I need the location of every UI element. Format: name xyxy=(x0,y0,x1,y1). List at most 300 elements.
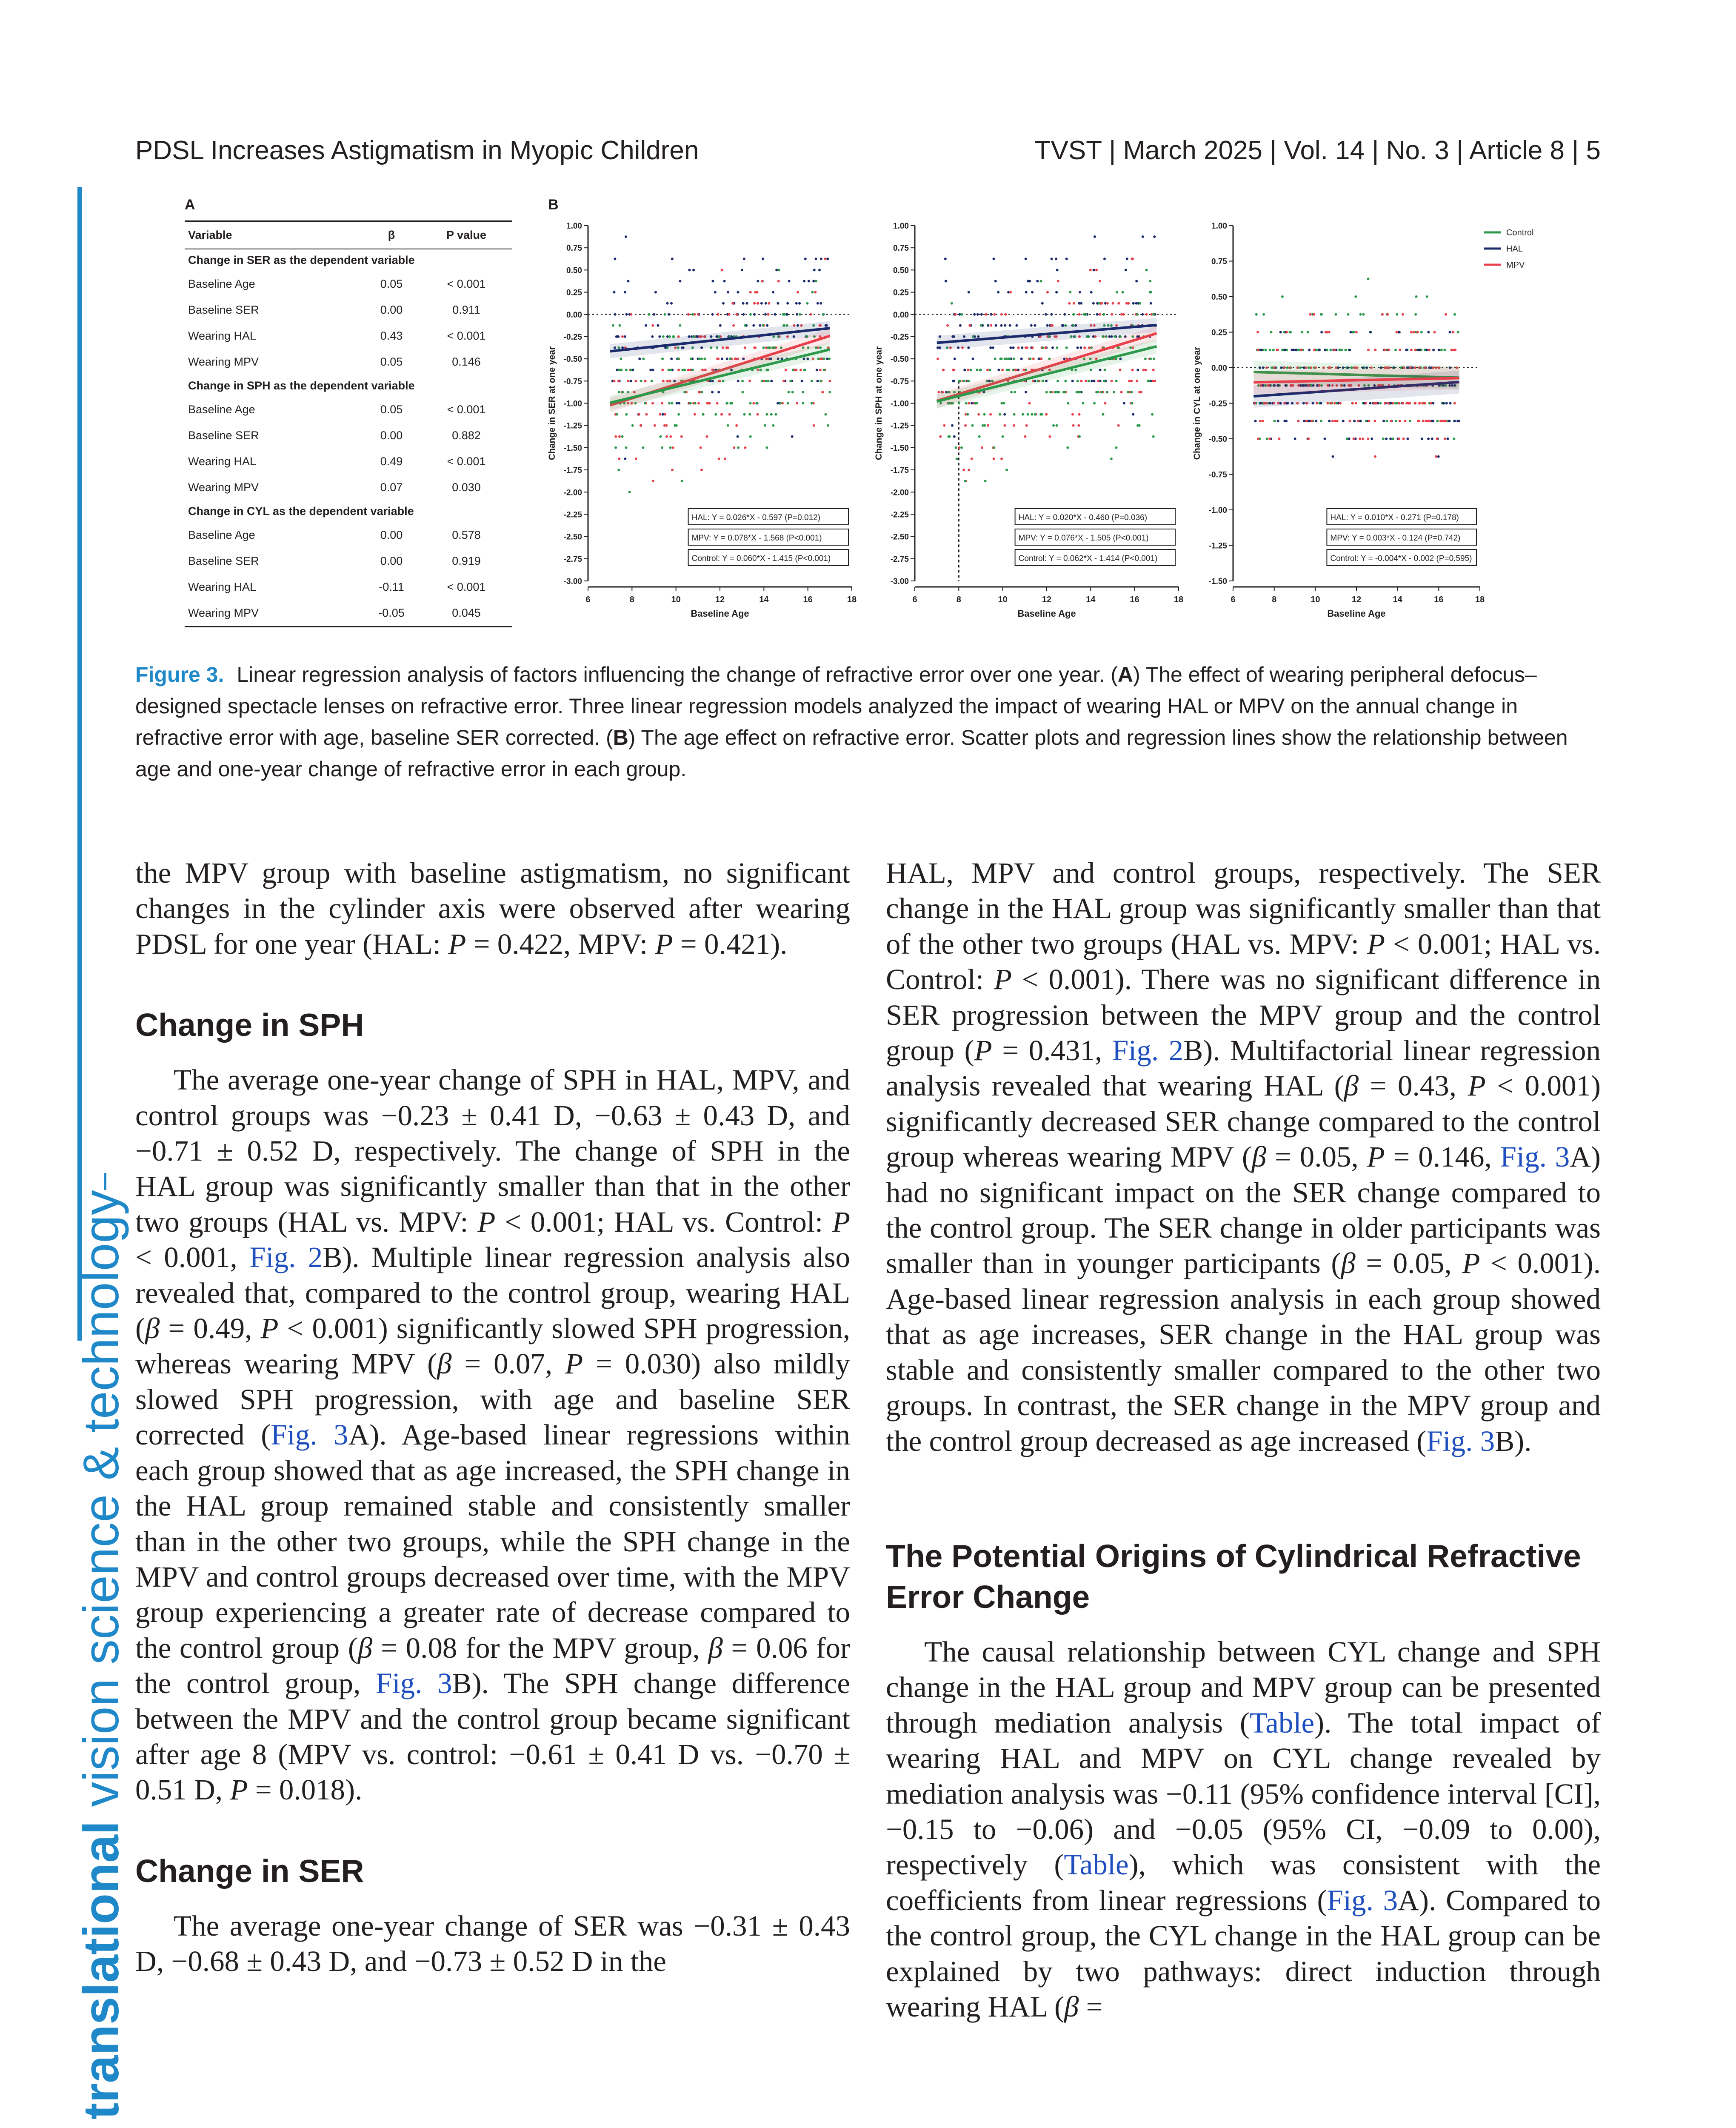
scatter-point xyxy=(1149,358,1152,360)
y-tick-label: 0.00 xyxy=(893,310,909,320)
scatter-point xyxy=(1071,413,1074,416)
scatter-point xyxy=(1421,438,1423,440)
scatter-point xyxy=(662,335,665,338)
scatter-point xyxy=(798,302,801,305)
scatter-point xyxy=(1068,302,1071,305)
scatter-point xyxy=(827,424,829,427)
table-cell-pvalue: < 0.001 xyxy=(447,581,486,593)
scatter-point xyxy=(1056,269,1059,271)
scatter-point xyxy=(665,424,668,427)
scatter-point xyxy=(1031,291,1034,294)
table-cell-variable: Baseline SER xyxy=(188,303,259,316)
scatter-point xyxy=(625,235,627,238)
scatter-point xyxy=(1045,313,1047,316)
scatter-point xyxy=(677,358,680,360)
running-title: PDSL Increases Astigmatism in Myopic Children xyxy=(135,136,699,165)
scatter-point xyxy=(1132,302,1135,305)
scatter-point xyxy=(1003,413,1006,416)
scatter-point xyxy=(1279,331,1282,334)
scatter-point xyxy=(989,346,992,349)
scatter-point xyxy=(1291,349,1293,351)
scatter-point xyxy=(1025,424,1028,427)
table-row xyxy=(185,349,512,375)
scatter-point xyxy=(1425,420,1427,422)
scatter-point xyxy=(967,369,970,371)
scatter-point xyxy=(815,257,817,260)
scatter-point xyxy=(948,435,950,438)
scatter-point xyxy=(1000,313,1003,316)
scatter-point xyxy=(680,435,683,438)
scatter-point xyxy=(665,435,668,438)
scatter-point xyxy=(651,402,654,405)
scatter-point xyxy=(1069,291,1071,294)
table-row xyxy=(185,600,512,627)
scatter-point xyxy=(1448,420,1450,422)
y-tick-label: 0.50 xyxy=(893,266,909,275)
scatter-point xyxy=(1442,402,1445,405)
scatter-point xyxy=(1000,324,1003,327)
scatter-point xyxy=(726,358,728,360)
scatter-point xyxy=(797,291,799,294)
scatter-point xyxy=(728,413,731,416)
scatter-point xyxy=(1406,438,1409,440)
scatter-point xyxy=(1390,420,1392,422)
table-cell-pvalue: 0.911 xyxy=(452,303,480,316)
scatter-point xyxy=(716,402,719,405)
scatter-point xyxy=(1051,257,1053,260)
scatter-point xyxy=(1285,420,1288,422)
scatter-point xyxy=(755,402,758,405)
scatter-point xyxy=(1324,349,1326,351)
scatter-point xyxy=(1147,380,1149,382)
scatter-point xyxy=(1122,291,1124,294)
scatter-point xyxy=(970,369,972,371)
scatter-point xyxy=(630,380,632,382)
scatter-point xyxy=(679,280,682,283)
scatter-point xyxy=(984,480,987,482)
scatter-point xyxy=(1414,313,1417,316)
scatter-point xyxy=(815,280,817,283)
scatter-point xyxy=(1458,420,1460,422)
scatter-point xyxy=(614,257,616,260)
scatter-point xyxy=(1259,420,1262,422)
scatter-point xyxy=(707,402,709,405)
y-tick-label: -2.75 xyxy=(563,555,582,564)
scatter-point xyxy=(1269,349,1271,351)
scatter-point xyxy=(1315,420,1317,422)
scatter-point xyxy=(661,446,663,449)
scatter-point xyxy=(1262,313,1265,316)
scatter-point xyxy=(813,269,816,271)
table-cell-beta: 0.05 xyxy=(380,403,403,416)
scatter-point xyxy=(737,435,739,438)
scatter-point xyxy=(818,269,821,271)
scatter-point xyxy=(952,380,955,382)
scatter-point xyxy=(1004,424,1006,427)
scatter-point xyxy=(782,380,785,382)
scatter-point xyxy=(811,291,814,294)
scatter-point xyxy=(986,369,989,371)
scatter-point xyxy=(1328,420,1331,422)
scatter-point xyxy=(659,435,662,438)
scatter-point xyxy=(640,380,642,382)
scatter-point xyxy=(1433,331,1436,334)
scatter-point xyxy=(1092,302,1095,305)
scatter-point xyxy=(1395,420,1397,422)
left-column xyxy=(135,855,850,1979)
scatter-point xyxy=(804,257,807,260)
x-tick-label: 8 xyxy=(1272,595,1277,604)
scatter-point xyxy=(1141,313,1144,316)
y-tick-label: -2.50 xyxy=(890,532,909,542)
scatter-point xyxy=(625,413,628,416)
scatter-point xyxy=(824,257,827,260)
scatter-point xyxy=(1025,291,1028,294)
scatter-point xyxy=(983,424,986,427)
y-tick-label: -1.25 xyxy=(1208,541,1227,551)
y-tick-label: -0.50 xyxy=(563,355,582,364)
y-tick-label: 0.50 xyxy=(566,266,582,275)
scatter-point xyxy=(735,313,738,316)
scatter-point xyxy=(1418,420,1420,422)
scatter-point xyxy=(1008,358,1011,360)
scatter-point xyxy=(1112,302,1114,305)
scatter-point xyxy=(1013,424,1015,427)
x-tick-label: 6 xyxy=(585,595,591,604)
scatter-point xyxy=(1065,257,1068,260)
scatter-point xyxy=(744,346,746,349)
scatter-point xyxy=(997,291,999,294)
scatter-point xyxy=(971,458,973,460)
scatter-point xyxy=(956,458,958,460)
scatter-point xyxy=(1041,302,1044,305)
scatter-point xyxy=(778,269,780,271)
scatter-point xyxy=(999,413,1001,416)
sidebar-rule xyxy=(77,187,82,1341)
scatter-point xyxy=(1453,313,1456,316)
scatter-point xyxy=(1262,420,1264,422)
scatter-point xyxy=(1071,380,1074,382)
scatter-point xyxy=(953,435,956,438)
scatter-point xyxy=(1078,424,1080,427)
scatter-point xyxy=(1440,349,1443,351)
scatter-point xyxy=(1444,438,1446,440)
table-cell-variable: Wearing HAL xyxy=(188,329,257,342)
scatter-point xyxy=(1131,391,1133,393)
scatter-point xyxy=(729,358,731,360)
scatter-point xyxy=(1429,420,1431,422)
scatter-point xyxy=(1301,331,1303,334)
scatter-point xyxy=(679,324,681,327)
cyl-scatter-plot xyxy=(1182,217,1548,626)
scatter-point xyxy=(1257,349,1259,351)
scatter-point xyxy=(788,280,791,283)
scatter-point xyxy=(670,302,673,305)
scatter-point xyxy=(1392,438,1394,440)
scatter-point xyxy=(811,402,813,405)
scatter-point xyxy=(987,424,989,427)
scatter-point xyxy=(799,313,801,316)
scatter-point xyxy=(1034,324,1036,327)
scatter-point xyxy=(645,413,648,416)
x-tick-label: 14 xyxy=(1086,595,1096,604)
x-axis-label: Baseline Age xyxy=(1017,608,1076,619)
scatter-point xyxy=(1078,435,1081,438)
scatter-point xyxy=(962,469,965,471)
scatter-point xyxy=(1009,346,1012,349)
scatter-point xyxy=(1039,413,1042,416)
scatter-point xyxy=(618,435,621,438)
scatter-point xyxy=(1082,402,1084,405)
scatter-point xyxy=(764,424,766,427)
paragraph: The average one-year change of SER was −0.31 ± 0.43 D, −0.68 ± 0.43 D, and −0.73 ± 0.52 D in the xyxy=(135,1909,850,1978)
y-tick-label: -0.25 xyxy=(890,332,909,342)
scatter-point xyxy=(995,324,997,327)
scatter-point xyxy=(1359,313,1362,316)
x-axis-label: Baseline Age xyxy=(1327,608,1386,619)
scatter-point xyxy=(742,313,745,316)
scatter-point xyxy=(1097,391,1099,393)
table-row xyxy=(185,271,512,297)
table-cell-variable: Wearing MPV xyxy=(185,600,363,627)
scatter-point xyxy=(1099,369,1102,371)
scatter-point xyxy=(653,313,655,316)
scatter-point xyxy=(683,369,686,371)
scatter-point xyxy=(1375,402,1378,405)
scatter-point xyxy=(951,424,954,427)
scatter-point xyxy=(1383,349,1386,351)
scatter-point xyxy=(828,380,831,382)
scatter-point xyxy=(651,335,654,338)
scatter-point xyxy=(1398,402,1400,405)
x-tick-label: 16 xyxy=(803,595,813,604)
scatter-point xyxy=(774,313,777,316)
scatter-point xyxy=(1309,313,1311,316)
scatter-point xyxy=(1054,391,1057,393)
scatter-point xyxy=(1441,420,1444,422)
scatter-point xyxy=(1144,358,1147,360)
scatter-point xyxy=(1257,438,1259,440)
scatter-point xyxy=(1405,349,1408,351)
table-row xyxy=(185,297,512,323)
scatter-point xyxy=(1085,380,1087,382)
scatter-point xyxy=(1056,424,1058,427)
paragraph: The average one-year change of SPH in HAL, MPV, and control groups was −0.23 ± 0.41 D, −0.63 ± 0.43 D, and −0.71 ± 0.52 D, respectively. The change of SPH in the HAL group was significantly smaller than that in the other two groups (HAL vs. MPV: P < 0.001; HAL vs. Control: P < 0.001, Fig. 2B). Multiple linear regression analysis also revealed that, compared to the control group, wearing HAL (β = 0.49, P < 0.001) significantly slowed SPH progression, whereas wearing MPV (β = 0.07, P = 0.030) also mildly slowed SPH progression, with age and baseline SER corrected (Fig. 3A). Age-based linear regressions within each group showed that as age increased, the SPH change in the HAL group remained stable and consistently smaller than in the other two groups, while the SPH change in the MPV and control groups decreased over time, with the MPV group experiencing a greater rate of decrease compared to the control group (β = 0.08 for the MPV group, β = 0.06 for the control group, Fig. 3B). The SPH change difference between the MPV and the control group became significant after age 8 (MPV vs. control: −0.61 ± 0.41 D vs. −0.70 ± 0.51 D, P = 0.018). xyxy=(135,1064,851,1806)
scatter-point xyxy=(1000,402,1003,405)
scatter-point xyxy=(958,446,960,449)
scatter-point xyxy=(1276,349,1278,351)
scatter-point xyxy=(670,369,672,371)
y-axis-label: Change in CYL at one year xyxy=(1192,346,1202,460)
scatter-point xyxy=(625,313,628,316)
scatter-point xyxy=(1324,438,1326,440)
scatter-point xyxy=(1409,420,1411,422)
scatter-point xyxy=(944,257,947,260)
section-heading-origins: The Potential Origins of Cylindrical Refractive Error Change xyxy=(886,1538,1581,1615)
scatter-point xyxy=(1027,280,1029,283)
table-cell-beta: -0.11 xyxy=(379,581,404,593)
scatter-point xyxy=(714,291,717,294)
scatter-point xyxy=(1362,438,1364,440)
scatter-point xyxy=(669,435,672,438)
scatter-point xyxy=(770,380,773,382)
scatter-point xyxy=(960,313,963,316)
table-row xyxy=(185,548,512,574)
y-tick-label: -1.50 xyxy=(563,443,582,453)
y-tick-label: -2.25 xyxy=(890,510,909,520)
table-cell-pvalue: 0.030 xyxy=(452,481,481,494)
scatter-point xyxy=(1371,438,1373,440)
scatter-point xyxy=(722,346,724,349)
x-tick-label: 10 xyxy=(1311,595,1320,604)
y-tick-label: -0.75 xyxy=(890,377,909,386)
scatter-point xyxy=(1048,435,1051,438)
scatter-point xyxy=(702,413,705,416)
paragraph: HAL, MPV and control groups, respectively. The SER change in the HAL group was significantly smaller than that of the other two groups (HAL vs. MPV: P < 0.001; HAL vs. Control: P < 0.001). There was no significant difference in SER progression between the MPV group and the control group (P = 0.431, Fig. 2B). Multifactorial linear regression analysis revealed that wearing HAL (β = 0.43, P < 0.001) significantly decreased SER change compared to the control group whereas wearing MPV (β = 0.05, P = 0.146, Fig. 3A) had no significant impact on the SER change compared to the control group. The SER change in older participants was smaller than in younger participants (β = 0.05, P < 0.001). Age-based linear regression analysis in each group showed that as age increases, SER change in the HAL group was stable and consistently smaller compared to the other two groups. In contrast, the SER change in the MPV group and the control group decreased as age increased (Fig. 3B). xyxy=(886,857,1601,1457)
scatter-point xyxy=(1388,349,1390,351)
scatter-point xyxy=(1355,402,1357,405)
scatter-point xyxy=(1083,313,1085,316)
table-cell-pvalue: 0.146 xyxy=(452,355,481,368)
scatter-point xyxy=(989,369,991,371)
scatter-point xyxy=(1145,313,1148,316)
scatter-point xyxy=(1457,331,1459,334)
scatter-point xyxy=(1398,438,1400,440)
scatter-point xyxy=(624,291,626,294)
scatter-point xyxy=(1103,257,1106,260)
scatter-point xyxy=(1067,402,1069,405)
sidebar-journal-name xyxy=(72,1173,130,2119)
scatter-point xyxy=(614,435,617,438)
scatter-point xyxy=(1420,331,1423,334)
scatter-point xyxy=(1013,413,1016,416)
scatter-point xyxy=(777,302,779,305)
scatter-point xyxy=(711,313,714,316)
scatter-point xyxy=(657,324,660,327)
scatter-point xyxy=(719,324,722,327)
scatter-point xyxy=(1432,402,1434,405)
scatter-point xyxy=(651,324,654,327)
y-tick-label: -1.00 xyxy=(890,399,909,409)
scatter-point xyxy=(694,402,697,405)
scatter-point xyxy=(668,313,670,316)
scatter-point xyxy=(1260,349,1262,351)
scatter-point xyxy=(1325,331,1327,334)
scatter-point xyxy=(1362,313,1365,316)
legend-label: Control xyxy=(1506,228,1534,237)
scatter-point xyxy=(677,369,680,371)
scatter-point xyxy=(700,358,703,360)
table-cell-beta: 0.00 xyxy=(380,303,403,316)
y-tick-label: 0.50 xyxy=(1211,293,1227,302)
table-cell-pvalue: < 0.001 xyxy=(447,403,486,416)
scatter-point xyxy=(992,346,994,349)
scatter-point xyxy=(814,291,817,294)
scatter-point xyxy=(746,302,748,305)
scatter-point xyxy=(1050,313,1053,316)
scatter-point xyxy=(612,324,614,327)
scatter-point xyxy=(1453,349,1455,351)
scatter-point xyxy=(997,369,1000,371)
scatter-point xyxy=(777,280,780,283)
scatter-point xyxy=(946,324,949,327)
table-section-title: Change in CYL as the dependent variable xyxy=(188,505,414,518)
scatter-point xyxy=(1136,380,1138,382)
scatter-point xyxy=(1132,413,1134,416)
scatter-point xyxy=(1136,369,1139,371)
y-tick-label: -0.50 xyxy=(890,355,909,364)
scatter-point xyxy=(817,380,819,382)
x-tick-label: 6 xyxy=(1231,595,1236,604)
section-heading-ser: Change in SER xyxy=(135,1853,364,1889)
scatter-point xyxy=(968,324,971,327)
scatter-point xyxy=(1357,420,1359,422)
y-tick-label: -1.50 xyxy=(1208,577,1227,586)
x-tick-label: 6 xyxy=(912,595,917,604)
scatter-point xyxy=(765,302,767,305)
scatter-point xyxy=(1025,346,1027,349)
scatter-point xyxy=(749,291,752,294)
scatter-point xyxy=(1024,435,1026,438)
scatter-point xyxy=(1368,420,1371,422)
scatter-point xyxy=(1385,438,1388,440)
scatter-point xyxy=(1045,391,1048,393)
panel-b-label: B xyxy=(548,197,559,213)
scatter-point xyxy=(1449,331,1451,334)
x-tick-label: 14 xyxy=(1393,595,1402,604)
scatter-point xyxy=(1098,302,1100,305)
y-tick-label: -3.00 xyxy=(563,577,582,586)
table-row xyxy=(185,475,512,501)
scatter-point xyxy=(1153,358,1155,360)
scatter-point xyxy=(823,369,825,371)
scatter-point xyxy=(728,313,731,316)
scatter-point xyxy=(1359,420,1362,422)
scatter-point xyxy=(1131,369,1134,371)
scatter-point xyxy=(1399,349,1401,351)
scatter-point xyxy=(786,302,789,305)
scatter-point xyxy=(1264,349,1267,351)
scatter-point xyxy=(1115,446,1118,449)
scatter-point xyxy=(752,324,755,327)
scatter-point xyxy=(960,446,963,449)
scatter-point xyxy=(803,369,805,371)
scatter-point xyxy=(811,380,813,382)
scatter-point xyxy=(999,358,1002,360)
scatter-point xyxy=(767,380,770,382)
scatter-point xyxy=(1359,438,1361,440)
scatter-point xyxy=(1076,346,1079,349)
scatter-point xyxy=(644,380,647,382)
scatter-point xyxy=(955,446,957,449)
ser-scatter-plot xyxy=(537,217,869,626)
scatter-point xyxy=(1064,391,1066,393)
scatter-point xyxy=(1416,331,1419,334)
table-row xyxy=(185,423,512,449)
regression-equation: MPV: Y = 0.003*X - 0.124 (P=0.742) xyxy=(1330,534,1461,543)
x-axis-label: Baseline Age xyxy=(691,608,749,619)
scatter-point xyxy=(749,435,752,438)
scatter-point xyxy=(1305,420,1308,422)
scatter-point xyxy=(688,269,691,271)
scatter-point xyxy=(1396,313,1398,316)
scatter-point xyxy=(1399,420,1401,422)
scatter-point xyxy=(971,402,973,405)
scatter-point xyxy=(976,369,979,371)
scatter-point xyxy=(662,413,664,416)
scatter-point xyxy=(760,302,763,305)
figure-label: Figure 3. xyxy=(135,663,224,686)
